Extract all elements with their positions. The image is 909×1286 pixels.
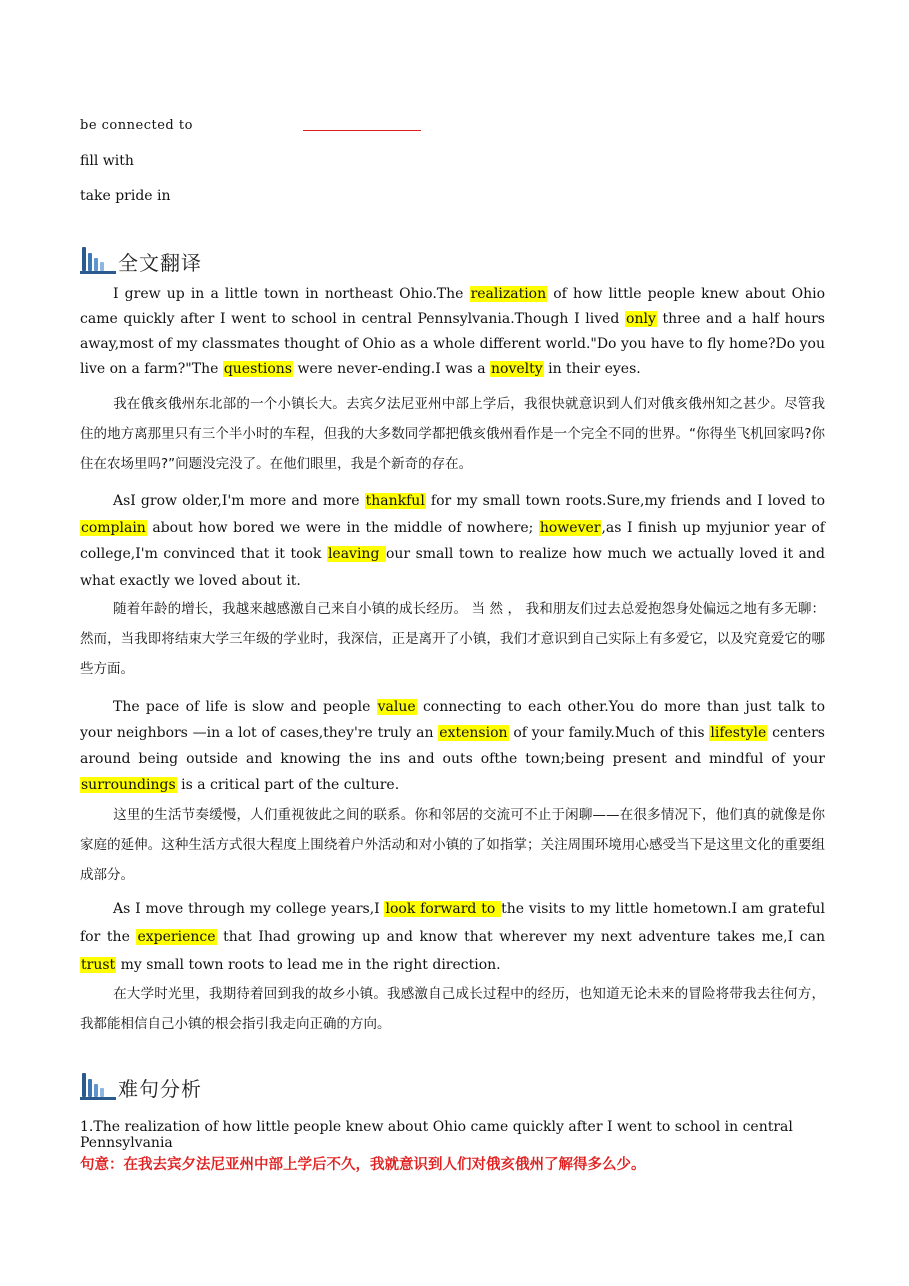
paragraph-text: 在大学时光里，我期待着回到我的故乡小镇。我感激自己成长过程中的经历，也知道无论未来的冒险将带我去往何方，我都能相信自己小镇的根会指引我走向正确的方向。	[80, 986, 825, 1032]
analysis-meaning: 句意：在我去宾夕法尼亚州中部上学后不久，我就意识到人们对俄亥俄州了解得多么少。	[80, 1157, 646, 1173]
highlighted-vocab: complain	[81, 519, 146, 536]
highlighted-vocab: thankful	[365, 493, 425, 509]
highlighted-vocab: novelty	[491, 361, 543, 377]
paragraph-text: is a critical part of the culture.	[176, 777, 400, 793]
paragraph-text: AsI grow older,I'm more and more	[113, 493, 365, 509]
paragraph-1-english	[80, 282, 825, 382]
paragraph-text: of how little people knew about Ohio came quickly after I went to school in central Pennsylvania.Though I lived	[80, 286, 825, 327]
paragraph-text: for my small town roots.Sure,my friends and I loved to	[425, 493, 825, 509]
section-heading-analysis	[80, 1064, 202, 1100]
paragraph-text: the visits to my little hometown.I am grateful for the	[80, 901, 825, 945]
paragraph-4-english	[80, 895, 825, 979]
paragraph-text: The pace of life is slow and people	[113, 699, 377, 715]
highlighted-vocab: leaving	[327, 546, 385, 562]
phrase-2: fill with	[80, 153, 134, 169]
paragraph-text: 这里的生活节奏缓慢，人们重视彼此之间的联系。你和邻居的交流可不止于闲聊——在很多情况下，他们真的就像是你家庭的延伸。这种生活方式很大程度上围绕着户外活动和对小镇的了如指掌；关注周围环境用心感受当下是这里文化的重要组成部分。	[80, 807, 825, 883]
paragraph-text: connecting to each other.You do more than just talk to your neighbors —in a lot of cases,they're truly an	[80, 699, 825, 741]
paragraph-3-english	[80, 694, 825, 798]
paragraph-2-chinese	[80, 594, 825, 684]
heading-title: 难句分析	[118, 1077, 202, 1101]
answer-underline	[303, 130, 421, 131]
bar-chart-icon	[80, 242, 116, 274]
section-heading-translation	[80, 238, 202, 274]
highlighted-vocab: lifestyle	[710, 725, 767, 741]
paragraph-text: centers around being outside and knowing the ins and outs ofthe town;being present and mindful of your	[80, 725, 825, 767]
phrase-1: be connected to	[80, 118, 193, 133]
highlighted-vocab: extension	[439, 725, 508, 741]
paragraph-text: 随着年龄的增长，我越来越感激自己来自小镇的成长经历。 当 然 ， 我和朋友们过去总爱抱怨身处偏远之地有多无聊：然而，当我即将结束大学三年级的学业时，我深信，正是离开了小镇，我们才意识到自己实际上有多爱它，以及究竟爱它的哪些方面。	[80, 601, 825, 677]
paragraph-text: my small town roots to lead me in the right direction.	[116, 957, 501, 973]
paragraph-text: of your family.Much of this	[508, 725, 710, 741]
paragraph-3-chinese	[80, 800, 825, 890]
bar-chart-icon	[80, 1068, 116, 1100]
paragraph-4-chinese	[80, 979, 825, 1039]
paragraph-text: As I move through my college years,I	[113, 901, 385, 917]
analysis-sentence: 1.The realization of how little people knew about Ohio came quickly after I went to school in central Pennsylvania	[80, 1119, 793, 1151]
paragraph-text: in their eyes.	[543, 361, 641, 377]
highlighted-vocab: questions	[223, 361, 293, 377]
highlighted-vocab: look forward to	[385, 901, 501, 917]
highlighted-vocab: experience	[137, 929, 216, 945]
phrase-3: take pride in	[80, 188, 171, 204]
highlighted-vocab: only	[626, 311, 656, 327]
paragraph-text: I grew up in a little town in northeast Ohio.The	[113, 286, 470, 302]
highlighted-vocab: trust	[81, 957, 116, 973]
paragraph-text: about how bored we were in the middle of nowhere;	[146, 519, 539, 536]
paragraph-1-chinese	[80, 389, 825, 479]
highlighted-vocab: surroundings	[81, 777, 176, 793]
highlighted-vocab: however	[539, 519, 601, 536]
paragraph-text: ,as I finish up myjunior year of college,I'm convinced that it took	[80, 519, 825, 562]
highlighted-vocab: realization	[470, 286, 547, 302]
paragraph-text: that Ihad growing up and know that wherever my next adventure takes me,I can	[216, 929, 825, 945]
paragraph-text: 我在俄亥俄州东北部的一个小镇长大。去宾夕法尼亚州中部上学后，我很快就意识到人们对俄亥俄州知之甚少。尽管我住的地方离那里只有三个半小时的车程，但我的大多数同学都把俄亥俄州看作是一个完全不同的世界。“你得坐飞机回家吗?你住在农场里吗?”问题没完没了。在他们眼里，我是个新奇的存在。	[80, 396, 825, 472]
paragraph-2-english	[80, 488, 825, 594]
highlighted-vocab: value	[377, 699, 416, 715]
paragraph-text: our small town to realize how much we actually loved it and what exactly we loved about it.	[80, 546, 825, 589]
heading-title: 全文翻译	[118, 251, 202, 275]
paragraph-text: three and a half hours away,most of my classmates thought of Ohio as a whole different world."Do you have to fly home?Do you live on a farm?"The	[80, 311, 825, 377]
paragraph-text: were never-ending.I was a	[293, 361, 490, 377]
